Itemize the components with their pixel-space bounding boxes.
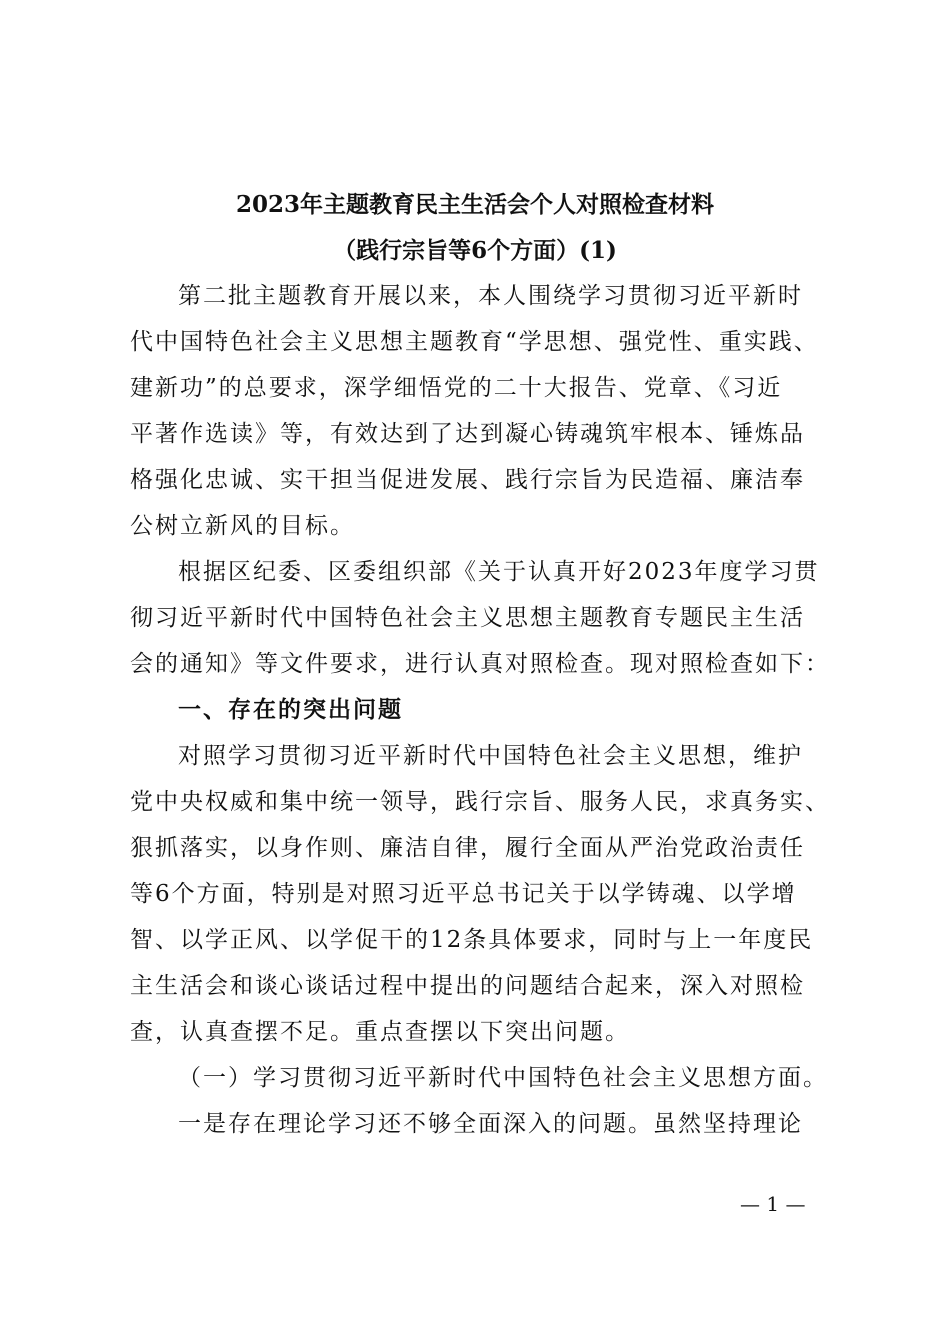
paragraph-3-line-4: 等6个方面，特别是对照习近平总书记关于以学铸魂、以学增 [130, 881, 797, 907]
paragraph-1-line-2: 代中国特色社会主义思想主题教育“学思想、强党性、重实践、 [130, 329, 819, 355]
paragraph-2-line-1: 根据区纪委、区委组织部《关于认真开好2023年度学习贯 [178, 559, 820, 585]
paragraph-2-line-3: 会的通知》等文件要求，进行认真对照检查。现对照检查如下： [130, 651, 830, 677]
document-title: 2023年主题教育民主生活会个人对照检查材料 [235, 191, 714, 218]
page-number: — 1 — [740, 1192, 806, 1216]
paragraph-1-line-1: 第二批主题教育开展以来，本人围绕学习贯彻习近平新时 [178, 283, 803, 309]
subsection-heading: （一）学习贯彻习近平新时代中国特色社会主义思想方面。 [178, 1065, 828, 1091]
paragraph-1-line-5: 格强化忠诚、实干担当促进发展、践行宗旨为民造福、廉洁奉 [130, 467, 805, 493]
paragraph-3-line-1: 对照学习贯彻习近平新时代中国特色社会主义思想，维护 [178, 743, 803, 769]
paragraph-1-line-3: 建新功”的总要求，深学细悟党的二十大报告、党章、《习近 [130, 375, 783, 401]
paragraph-1-line-4: 平著作选读》等，有效达到了达到凝心铸魂筑牢根本、锤炼品 [130, 421, 805, 447]
paragraph-2-line-2: 彻习近平新时代中国特色社会主义思想主题教育专题民主生活 [130, 605, 805, 631]
document-subtitle: （践行宗旨等6个方面）(1) [333, 237, 617, 264]
section-heading: 一、存在的突出问题 [178, 696, 403, 723]
paragraph-3-line-2: 党中央权威和集中统一领导，践行宗旨、服务人民，求真务实、 [130, 789, 830, 815]
paragraph-1-line-6: 公树立新风的目标。 [130, 513, 355, 539]
paragraph-4-line-1: 一是存在理论学习还不够全面深入的问题。虽然坚持理论 [178, 1111, 803, 1137]
paragraph-3-line-7: 查，认真查摆不足。重点查摆以下突出问题。 [130, 1019, 630, 1045]
paragraph-3-line-6: 主生活会和谈心谈话过程中提出的问题结合起来，深入对照检 [130, 973, 805, 999]
paragraph-3-line-3: 狠抓落实，以身作则、廉洁自律，履行全面从严治党政治责任 [130, 835, 805, 861]
paragraph-3-line-5: 智、以学正风、以学促干的12条具体要求，同时与上一年度民 [130, 927, 814, 953]
